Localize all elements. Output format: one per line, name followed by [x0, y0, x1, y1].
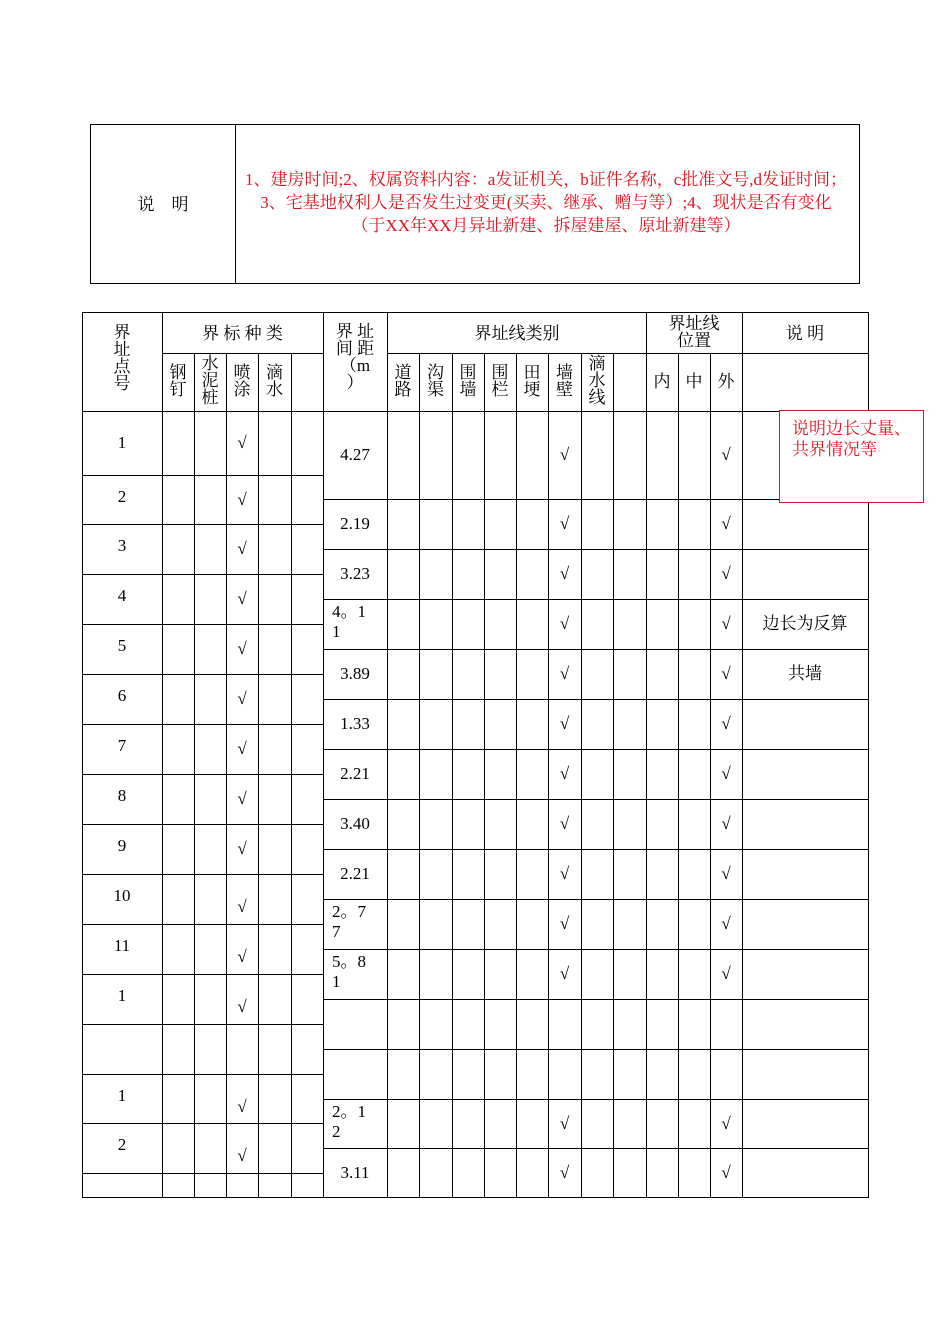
- point-row-line: [82, 1074, 323, 1075]
- segment-row-line: [323, 549, 868, 550]
- spray-check-mark: √: [237, 1096, 247, 1116]
- boundary-table: [82, 312, 869, 1198]
- segment-row-line: [323, 1099, 868, 1100]
- segment-row-line: [323, 999, 868, 1000]
- col-line: [194, 353, 195, 1197]
- segment-distance: 3.11: [340, 1162, 370, 1182]
- point-row-line: [82, 824, 323, 825]
- outside-check-mark: √: [721, 714, 731, 733]
- spray-check-mark: √: [237, 689, 247, 708]
- point-number: [92, 1036, 152, 1056]
- header-line-type-col: 沟 渠: [427, 363, 444, 399]
- point-row-line: [82, 1024, 323, 1025]
- segment-distance: 2.19: [340, 514, 370, 533]
- outside-check-mark: √: [721, 514, 731, 533]
- point-number: [92, 1185, 152, 1205]
- header-line-type-col: 田 埂: [523, 363, 541, 399]
- point-number: 1: [117, 986, 127, 1005]
- segment-distance: 5。8 1: [332, 952, 366, 991]
- header-line-type-col: 围 栏: [491, 363, 509, 399]
- segment-remark: 共墙: [788, 664, 822, 683]
- point-row-line: [82, 974, 323, 975]
- col-line: [387, 312, 388, 1197]
- segment-remark: 边长为反算: [762, 614, 848, 633]
- outside-check-mark: √: [721, 445, 731, 464]
- point-row-line: [82, 874, 323, 875]
- point-number: 8: [117, 786, 127, 805]
- spray-check-mark: √: [237, 839, 247, 858]
- point-row-line: [82, 774, 323, 775]
- col-line: [742, 312, 743, 1197]
- outside-check-mark: √: [721, 1113, 731, 1133]
- outside-check-mark: √: [721, 664, 731, 683]
- point-number: 1: [117, 433, 127, 452]
- segment-row-line: [323, 1049, 868, 1050]
- point-row-line: [82, 1123, 323, 1124]
- segment-distance: 3.23: [340, 564, 370, 583]
- point-row-line: [82, 724, 323, 725]
- col-line: [581, 353, 582, 1197]
- point-row-line: [82, 624, 323, 625]
- header-position-col: 内: [653, 372, 671, 391]
- point-row-line: [82, 924, 323, 925]
- wall-check-mark: √: [559, 714, 570, 733]
- header-line-type-col: 滴 水 线: [588, 354, 606, 407]
- header-marker-col: 钢 钉: [169, 363, 187, 399]
- spray-check-mark: √: [237, 739, 247, 758]
- point-number: 6: [117, 686, 127, 705]
- col-line: [646, 312, 647, 1197]
- spray-check-mark: √: [237, 947, 247, 966]
- header-marker-col: 滴 水: [266, 363, 283, 399]
- outside-check-mark: √: [721, 964, 731, 983]
- spray-check-mark: √: [237, 589, 247, 608]
- wall-check-mark: √: [559, 964, 570, 983]
- explanation-note: 1、建房时间;2、权属资料内容：a发证机关，b证件名称，c批准文号,d发证时间；3、宅基地权利人是否发生过变更(买卖、继承、赠与等）;4、现状是否有变化（于XX年XX月异址新建、拆屋建屋、原址新建等）: [244, 170, 848, 235]
- spray-check-mark: √: [237, 1146, 247, 1165]
- explanation-label: 说 明: [137, 195, 189, 214]
- point-number: 2: [117, 487, 127, 506]
- header-line-type-col: 围 墙: [459, 363, 477, 399]
- header-position-col: 中: [685, 372, 703, 391]
- outside-check-mark: √: [721, 614, 731, 633]
- segment-distance: 3.40: [340, 814, 370, 833]
- segment-distance: 2。1 2: [332, 1102, 366, 1141]
- col-line: [678, 353, 679, 1197]
- header-position-group: 界址线 位置: [668, 314, 720, 350]
- point-row-line: [82, 475, 323, 476]
- segment-distance: 1.33: [340, 714, 370, 733]
- header-line-type-col: 墙 壁: [556, 363, 573, 399]
- header-distance: 界 址 间 距 （m ）: [335, 322, 375, 392]
- header-marker-group: 界 标 种 类: [202, 324, 283, 343]
- wall-check-mark: √: [559, 1113, 570, 1133]
- segment-row-line: [323, 899, 868, 900]
- point-number: 9: [117, 836, 127, 855]
- col-line: [291, 353, 292, 1197]
- segment-distance: [323, 999, 387, 1049]
- remark-callout: [779, 410, 924, 503]
- wall-check-mark: √: [559, 564, 570, 583]
- col-line: [162, 312, 163, 1197]
- point-number: 3: [117, 536, 127, 555]
- wall-check-mark: √: [559, 614, 570, 633]
- point-number: 2: [117, 1135, 127, 1154]
- point-number: 11: [113, 936, 131, 955]
- segment-row-line: [323, 699, 868, 700]
- segment-row-line: [323, 799, 868, 800]
- col-line: [484, 353, 485, 1197]
- outside-check-mark: √: [721, 764, 731, 783]
- segment-distance: 4.27: [340, 445, 370, 464]
- spray-check-mark: √: [237, 997, 247, 1016]
- outside-check-mark: √: [721, 864, 731, 883]
- header-remark: 说 明: [785, 324, 825, 343]
- point-row-line: [82, 524, 323, 525]
- segment-distance: 2。7 7: [332, 902, 366, 941]
- col-line: [613, 353, 614, 1197]
- point-number: 1: [117, 1086, 127, 1105]
- col-line: [452, 353, 453, 1197]
- segment-distance: 4。1 1: [332, 602, 366, 641]
- header-point-no: 界 址 点 号: [113, 323, 131, 393]
- header-marker-col: 喷 涂: [233, 363, 251, 399]
- header-marker-col: 水 泥 桩: [201, 354, 219, 407]
- wall-check-mark: √: [559, 1162, 570, 1182]
- remark-callout-text: 说明边长丈量、共界情况等: [792, 419, 911, 459]
- point-number: 10: [113, 886, 131, 905]
- wall-check-mark: √: [559, 914, 570, 933]
- point-row-line: [82, 674, 323, 675]
- wall-check-mark: √: [559, 764, 570, 783]
- col-line: [258, 353, 259, 1197]
- outside-check-mark: √: [721, 914, 731, 933]
- wall-check-mark: √: [559, 514, 570, 533]
- header-position-col: 外: [717, 372, 735, 391]
- point-number: 5: [117, 636, 127, 655]
- header-mid-line: [162, 353, 323, 354]
- point-row-line: [82, 574, 323, 575]
- spray-check-mark: √: [237, 897, 247, 916]
- spray-check-mark: √: [237, 489, 247, 509]
- col-line: [419, 353, 420, 1197]
- segment-row-line: [323, 849, 868, 850]
- wall-check-mark: √: [559, 864, 570, 883]
- segment-row-line: [323, 749, 868, 750]
- point-row-line: [82, 1173, 323, 1174]
- segment-distance: 3.89: [340, 664, 370, 683]
- header-line-type-group: 界址线类别: [474, 324, 560, 343]
- point-number: 4: [117, 586, 127, 605]
- outside-check-mark: √: [721, 564, 731, 583]
- header-mid-line: [387, 353, 868, 354]
- outside-check-mark: √: [721, 814, 731, 833]
- spray-check-mark: √: [237, 789, 247, 808]
- header-bottom-line: [82, 411, 868, 412]
- wall-check-mark: √: [559, 814, 570, 833]
- spray-check-mark: √: [237, 539, 247, 558]
- point-number: 7: [117, 736, 127, 755]
- spray-check-mark: √: [237, 433, 247, 452]
- wall-check-mark: √: [559, 664, 570, 683]
- outside-check-mark: √: [721, 1162, 731, 1182]
- spray-check-mark: √: [237, 639, 247, 658]
- segment-distance: [323, 1049, 387, 1099]
- col-line: [516, 353, 517, 1197]
- segment-distance: 2.21: [340, 764, 370, 783]
- header-line-type-col: 道 路: [394, 363, 412, 399]
- segment-distance: 2.21: [340, 864, 370, 883]
- segment-row-line: [323, 949, 868, 950]
- explanation-divider: [235, 124, 236, 284]
- segment-row-line: [323, 1148, 868, 1149]
- wall-check-mark: √: [559, 445, 570, 464]
